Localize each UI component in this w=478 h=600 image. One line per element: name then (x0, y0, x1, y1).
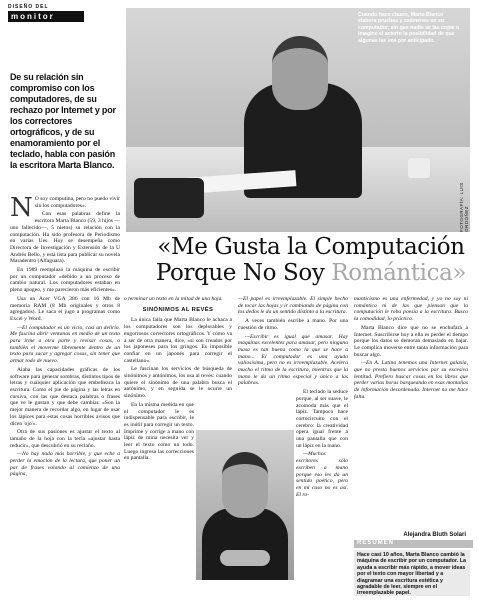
masthead (8, 4, 118, 22)
photo-mug (408, 158, 430, 178)
paragraph: —El computador es un vicio, casi un delirio. Me fascina abrir ventanas en medio de un texto para irme a otra parte y revisar cosas, o también el moverme libremente dentro de un texto para sacar y agregar cosas, sin tener que armar todo de nuevo. (10, 324, 120, 365)
headline-line-1: «Me Gusta la Computación (157, 234, 465, 260)
paragraph: —En A. Latina tenemos una Internet galaxia, que no presta buenos servicios por su excesiva lentitud. Prefiero buscar cosas en los libros que perder varias horas barqueando en esas montañas de información desordenada. Internet no me hace falta. (354, 360, 468, 400)
portrait-subject-head (222, 452, 268, 518)
paragraph: En 1989 reemplazó la máquina de escribir por un computador «debido a un proceso de cambio natural. Los computadores estaban en pleno apogeo, y me parecieron más eficientes». (10, 267, 120, 294)
headline (150, 234, 472, 286)
paragraph: Otra de sus pasiones es ajustar el texto al tamaño de la hoja con la tecla «ajustar hasta reducir», que descubrió en su reclaño. (10, 429, 120, 449)
portrait-subject-body (202, 508, 288, 580)
article-deck: De su relación sin compromiso con los computadores, de su rechazo por Internet y por los correctores ortográficos, y de su enamoramiento por el teclado, habla con pasión la escritora Marta Blanco. (10, 72, 116, 170)
portrait-photo (196, 430, 294, 580)
paragraph: Usa un Acer VGA 386 con 16 Mb de memoria RAM (8 Mb originales y otros 8 agregados). Le saca el jugo a programas como Excel y Word. (10, 295, 120, 322)
paragraph: Le fascinan los servicios de búsqueda de sinónimos y antónimos, los usa al revés: cuando quiere el sinónimo de una palabra busca el antónimo, y en seguida se le ocurre un sinónimo. (124, 366, 232, 400)
headline-line-2 (150, 260, 472, 286)
photo-telephone (134, 178, 204, 218)
paragraph: Alaba las capacidades gráficas de los software para generar sombras, distintos tipos de letras y cualquier aplicación que embellezca la escritura. Como el pie de página y las letras en cursiva, con las que destaca palabras o frases que ve le gustan y que debe cambiar. «Son la mejor manera de recordar algo, en lugar de usar los lápices para estas cosas horribles avisos que dicen 'ojo'». (10, 366, 120, 427)
headline-line-2-start: Porque No Soy (155, 260, 332, 286)
portrait-subject-hands (220, 550, 270, 566)
drop-cap: N (10, 193, 33, 223)
photo-credit: FOTOGRAFÍA: LUIS ORDÓÑEZ (459, 182, 469, 232)
section-kicker: DISEÑO DEL (8, 4, 49, 10)
paragraph-text: O soy computina, pero no puedo vivir sin los computadores». (34, 196, 120, 209)
paragraph: o terminar un texto en la mitad de una hoja. (124, 296, 223, 302)
photo-subject-head (272, 36, 328, 110)
paragraph: La única falla que Marta Blanco le achaca a los computadores son los deplorables y engorrosos correctores ortográficos. Y cómo va a ser de otra manera, dice, «si son creados por los japoneses para los gringos. Es imposible confiar en un japonés para corregir el castellano». (124, 317, 232, 364)
headline-accent-word: Romántica» (331, 260, 467, 286)
paragraph (10, 193, 120, 223)
paragraph: El teclado la seduce porque, al ser suave, le acomoda más que el lápiz. Tampoco hace cortocircuito con el cerebro: la creatividad opera igual frente a una pantalla que con un lápiz en la mano. (296, 389, 348, 449)
paragraph: manticismo es una enfermedad, y yo no soy ni romántica ni de las que piensan que la computación le roba poesía a la escritura. Busco la comodidad, lo práctico. (354, 296, 468, 323)
article-column-1 (10, 193, 120, 480)
main-photo (126, 8, 470, 232)
paragraph: —Muchos escritores sólo escriben a mano porque eso les da un sentido poético, pero en mi caso no es así. El ro- (296, 451, 348, 498)
paragraph: A veces también escribe a mano. Por una cuestión de ritmo. (238, 318, 348, 331)
paragraph: Con esas palabras define la escritora Marta Blanco (59, 3 hijos —uno fallecido—, 5 nietos) su relación con la computación. Ha sido profesora de Periodismo en varias Ues. Hoy se desempeña como Directora de Investigación y Extensión de la U Andrés Bello, y está lista para publicar su novela Maradentro (Alfaguara). (10, 211, 120, 265)
paragraph: —No hay nada más horrible, y que eche a perder la emoción de la lectura, que poner un par de frases volando al comienzo de una página, (10, 451, 120, 478)
paragraph: —El papel es irreemplazable. El simple hecho de tocar las hojas y ir cambiando de página con los dedos le da un sentido distinto a la escritura. (238, 296, 348, 316)
paragraph: En la misma medida en que el computador le es indispensable para escribir, le es inútil para corregir un texto. Imprime y corrige a mano con lápiz de mina necesita ver y leer el texto como un todo. Luego ingresa las correcciones en pantalla. (124, 401, 194, 462)
subheading: SINÓNIMOS AL REVÉS (142, 306, 214, 313)
summary-box: Hace casi 10 años, Marta Blanco cambió la máquina de escribir por un computador. La ayuda a escribir más rápido, a mover ideas por el texto con mayor libertad y a diagramar una escritura estética y agradable de leer, siempre en el irreemplazable papel. (354, 550, 470, 596)
paragraph: Marta Blanco dice que no se enchufará a Internet. Suscribirse hoy a ella es perder el tiempo porque los datos se demoran demasiado en bajar. Le complica moverse entre tanta información para buscar algo. (354, 324, 468, 358)
summary-label: RESUMEN (354, 540, 473, 548)
byline: Alejandra Bluth Solari (403, 532, 466, 538)
section-name: monitor (8, 11, 84, 22)
article-column-4 (354, 296, 468, 403)
paragraph: —Escribir es igual que amasar. Hay máquinas excelentes para amasar, pero ninguna masa es tan buena como la que se hace a mano... El computador es una ayuda valiosísima, pero no es irreemplazable. Acelera mucho el ritmo de la escritura, mientras que la mano le da un ritmo especial y único a las palabras. (238, 333, 348, 387)
photo-caption: Cuando hace clases, Marta Blanco elabora pruebas y exámenes en su computador, sin que nadie se las copie o imagine el acierto la posibilidad de que algunas las vea por anticipado. (358, 12, 460, 44)
